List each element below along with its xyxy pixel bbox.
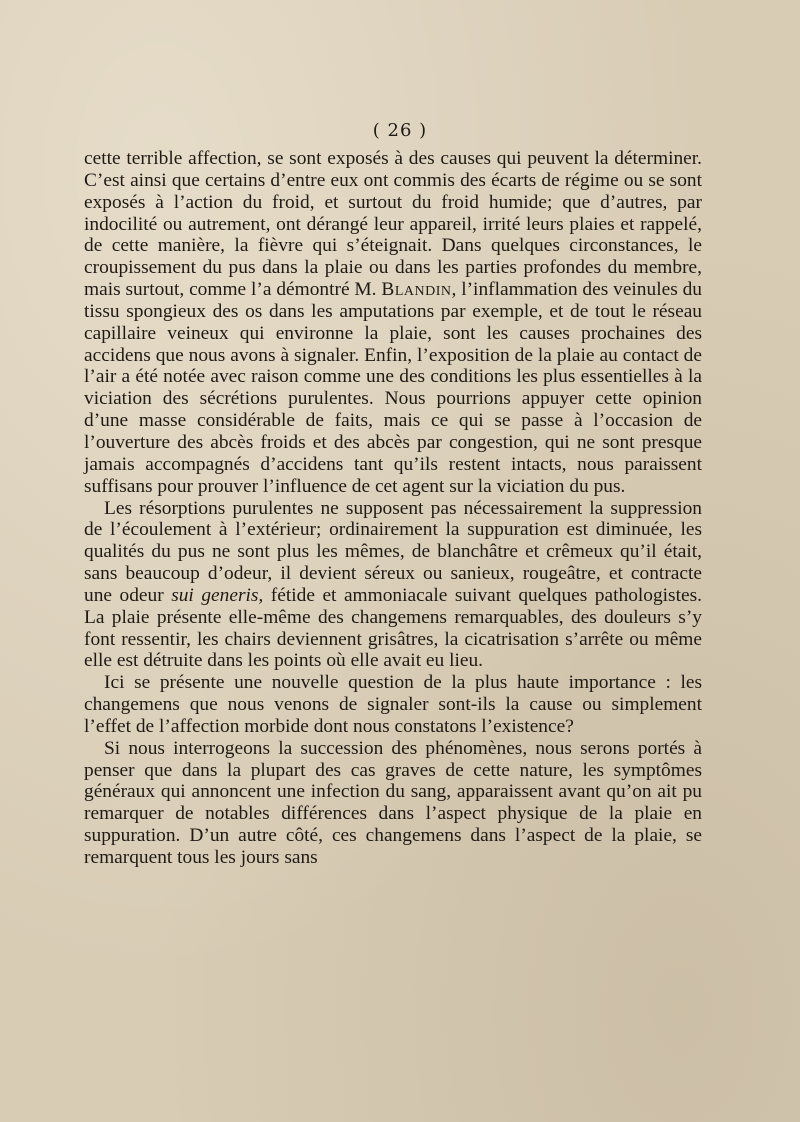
body-text <box>84 148 702 869</box>
author-name-blandin: Blandin <box>381 279 452 301</box>
paragraph-1 <box>84 148 702 498</box>
paragraph-2-text-b: fétide et ammoniacale suivant quelques pathologistes. La plaie présente elle-même des changemens remarquables, des douleurs s’y font ressentir, les chairs deviennent grisâtres, la cicatrisation s’arrête ou même elle est détruite dans les points où elle avait eu lieu. <box>84 584 702 672</box>
page-number: ( 26 ) <box>372 120 428 141</box>
latin-term-sui-generis: sui generis, <box>171 584 264 606</box>
paragraph-3-text: Ici se présente une nouvelle question de la plus haute importance : les changemens que nous venons de signaler sont-ils la cause ou simplement l’effet de l’affection morbide dont nous constatons l’existence? <box>84 672 702 737</box>
paragraph-1-text-a: cette terrible affection, se sont exposés à des causes qui peuvent la déterminer. C’est ainsi que certains d’entre eux ont commis des écarts de régime ou se sont exposés à l’action du froid, et surtout du froid humide; que d’autres, par indocilité ou autrement, ont dérangé leur appareil, irrité leurs plaies et rappelé, de cette manière, la fièvre qui s’éteignait. Dans quelques circonstances, le croupissement du pus dans la plaie ou dans les parties profondes du membre, mais surtout, comme l’a démontré M. <box>84 148 702 301</box>
paragraph-4-text: Si nous interrogeons la succession des phénomènes, nous serons portés à penser que dans la plupart des cas graves de cette nature, les symptômes généraux qui annoncent une infection du sang, apparaissent avant qu’on ait pu remarquer de notables différences dans l’aspect physique de la plaie en suppuration. D’un autre côté, ces changemens dans l’aspect de la plaie, se remarquent tous les jours sans <box>84 737 702 868</box>
paragraph-2 <box>84 498 702 673</box>
paragraph-3 <box>84 672 702 738</box>
paragraph-4 <box>84 738 702 869</box>
paragraph-1-text-b: , l’inflammation des veinules du tissu spongieux des os dans les amputations par exemple, et de tout le réseau capillaire veineux qui environne la plaie, sont les causes prochaines des accidens que nous avons à signaler. Enfin, l’exposition de la plaie au contact de l’air a été notée avec raison comme une des conditions les plus essentielles à la viciation des sécrétions purulentes. Nous pourrions appuyer cette opinion d’une masse considérable de faits, mais ce qui se passe à l’occasion de l’ouverture des abcès froids et des abcès par congestion, qui ne sont presque jamais accompagnés d’accidens tant qu’ils restent intacts, nous paraissent suffisans pour prouver l’influence de cet agent sur la viciation du pus. <box>84 279 702 497</box>
paragraph-2-text-a: Les résorptions purulentes ne supposent pas nécessairement la suppression de l’écoulement à l’extérieur; ordinairement la suppuration est diminuée, les qualités du pus ne sont plus les mêmes, de blanchâtre et crêmeux qu’il était, sans beaucoup d’odeur, il devient séreux ou sanieux, rougeâtre, et contracte une odeur <box>84 497 702 606</box>
